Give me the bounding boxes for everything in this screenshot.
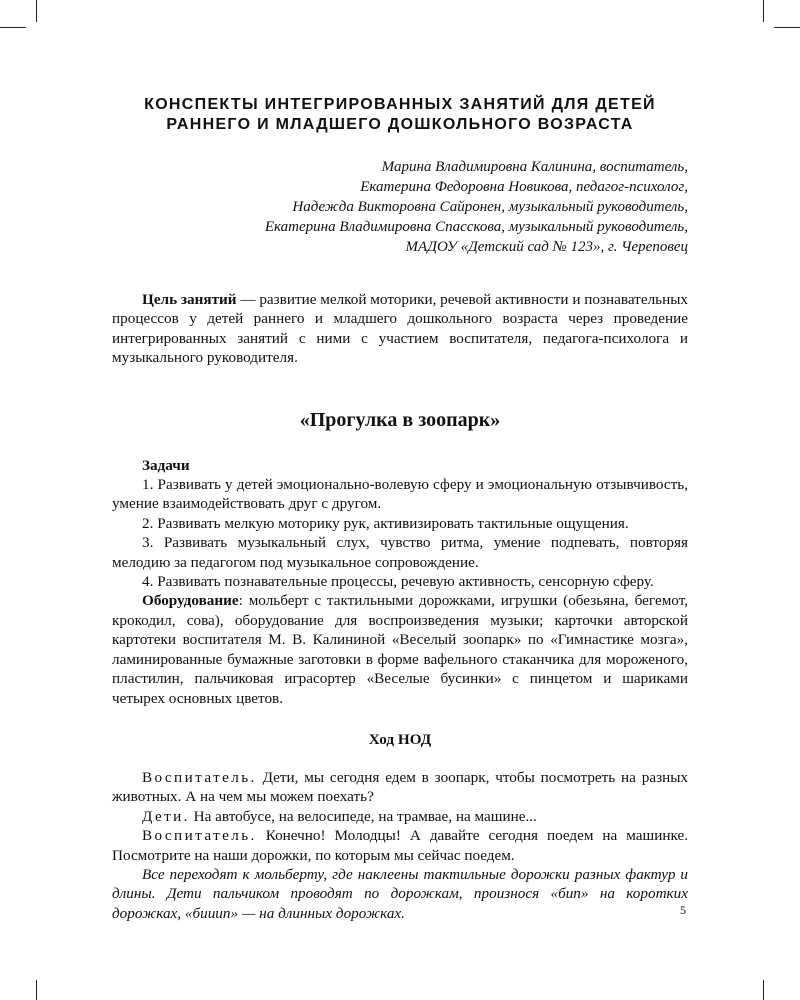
goal-label: Цель занятий [142,291,237,308]
crop-mark-top-right [774,27,800,28]
task-item-3: 3. Развивать музыкальный слух, чувство ритма, умение подпевать, повторяя мелодию за педагогом под музыкальное сопровождение. [112,534,688,571]
section-title: «Прогулка в зоопарк» [299,408,501,431]
dialog-line-3-text: Конечно! Молодцы! А давайте сегодня поедем на машинке. Посмотрите на наши дорожки, по которым мы сейчас поедем. [112,827,688,864]
stage-direction: Все переходят к мольберту, где наклеены тактильные дорожки разных фактур и длины. Дети пальчиком проводят по дорожкам, произнося «бип» на коротких дорожках, «бииип» — на длинных дорожках. [112,865,688,922]
dialog-line-2-text: На автобусе, на велосипеде, на трамвае, на машине... [189,807,537,825]
crop-mark-top-left-vertical [36,0,37,22]
crop-mark-bottom-right [763,980,764,1000]
task-item-2: 2. Развивать мелкую моторику рук, активизировать тактильные ощущения. [142,514,629,532]
author-4: Екатерина Владимировна Спасскова, музыкальный руководитель, [264,219,688,235]
institution: МАДОУ «Детский сад № 123», г. Череповец [405,239,688,255]
page-content [112,95,688,923]
document-title [112,95,688,135]
author-1: Марина Владимировна Калинина, воспитатель, [381,159,688,175]
author-2: Екатерина Федоровна Новикова, педагог-психолог, [360,179,688,195]
dialog-line-1-text: Дети, мы сегодня едем в зоопарк, чтобы посмотреть на разных животных. А на чем мы можем поехать? [112,768,688,806]
dialog-line-1 [112,768,688,807]
page-number: 5 [680,903,686,917]
speaker-teacher: Воспитатель. [142,768,257,786]
crop-mark-bottom-left [36,980,37,1000]
crop-mark-top-right-vertical [763,0,764,22]
hod-title: Ход НОД [368,730,432,748]
author-3: Надежда Викторовна Сайронен, музыкальный руководитель, [292,199,688,215]
tasks-heading: Задачи [142,456,190,474]
crop-mark-top-left [0,27,26,28]
speaker-children: Дети. [142,807,190,825]
task-item-1: 1. Развивать у детей эмоционально-волевую сферу и эмоциональную отзывчивость, умение взаимодействовать друг с другом. [112,476,688,513]
task-item-4: 4. Развивать познавательные процессы, речевую активность, сенсорную сферу. [142,573,654,591]
dialog-line-3 [112,826,688,865]
title-line-2: РАННЕГО И МЛАДШЕГО ДОШКОЛЬНОГО ВОЗРАСТА [166,116,634,133]
title-line-1: КОНСПЕКТЫ ИНТЕГРИРОВАННЫХ ЗАНЯТИЙ ДЛЯ ДЕТЕЙ [144,96,656,113]
dialog-line-2 [112,807,688,826]
authors-block [112,157,688,257]
equipment-label: Оборудование [142,592,239,610]
speaker-teacher-2: Воспитатель. [142,827,257,845]
equipment-paragraph [112,591,688,707]
goal-text: — развитие мелкой моторики, речевой активности и познавательных процессов у детей раннего и младшего дошкольного возраста через проведение интегрированных занятий с ними с участием воспитателя, педагога-психолога и музыкального руководителя. [112,291,688,367]
equipment-text: : мольберт с тактильными дорожками, игрушки (обезьяна, бегемот, крокодил, сова), оборудование для воспроизведения музыки; карточки авторской картотеки воспитателя М. В. Калининой «Веселый зоопарк» по «Гимнастике мозга», ламинированные бумажные заготовки в форме вафельного стаканчика для мороженого, пластилин, пальчиковая играсортер «Веселые бусинки» с пинцетом и шариками четырех основных цветов. [112,592,688,707]
goal-paragraph [112,290,688,368]
